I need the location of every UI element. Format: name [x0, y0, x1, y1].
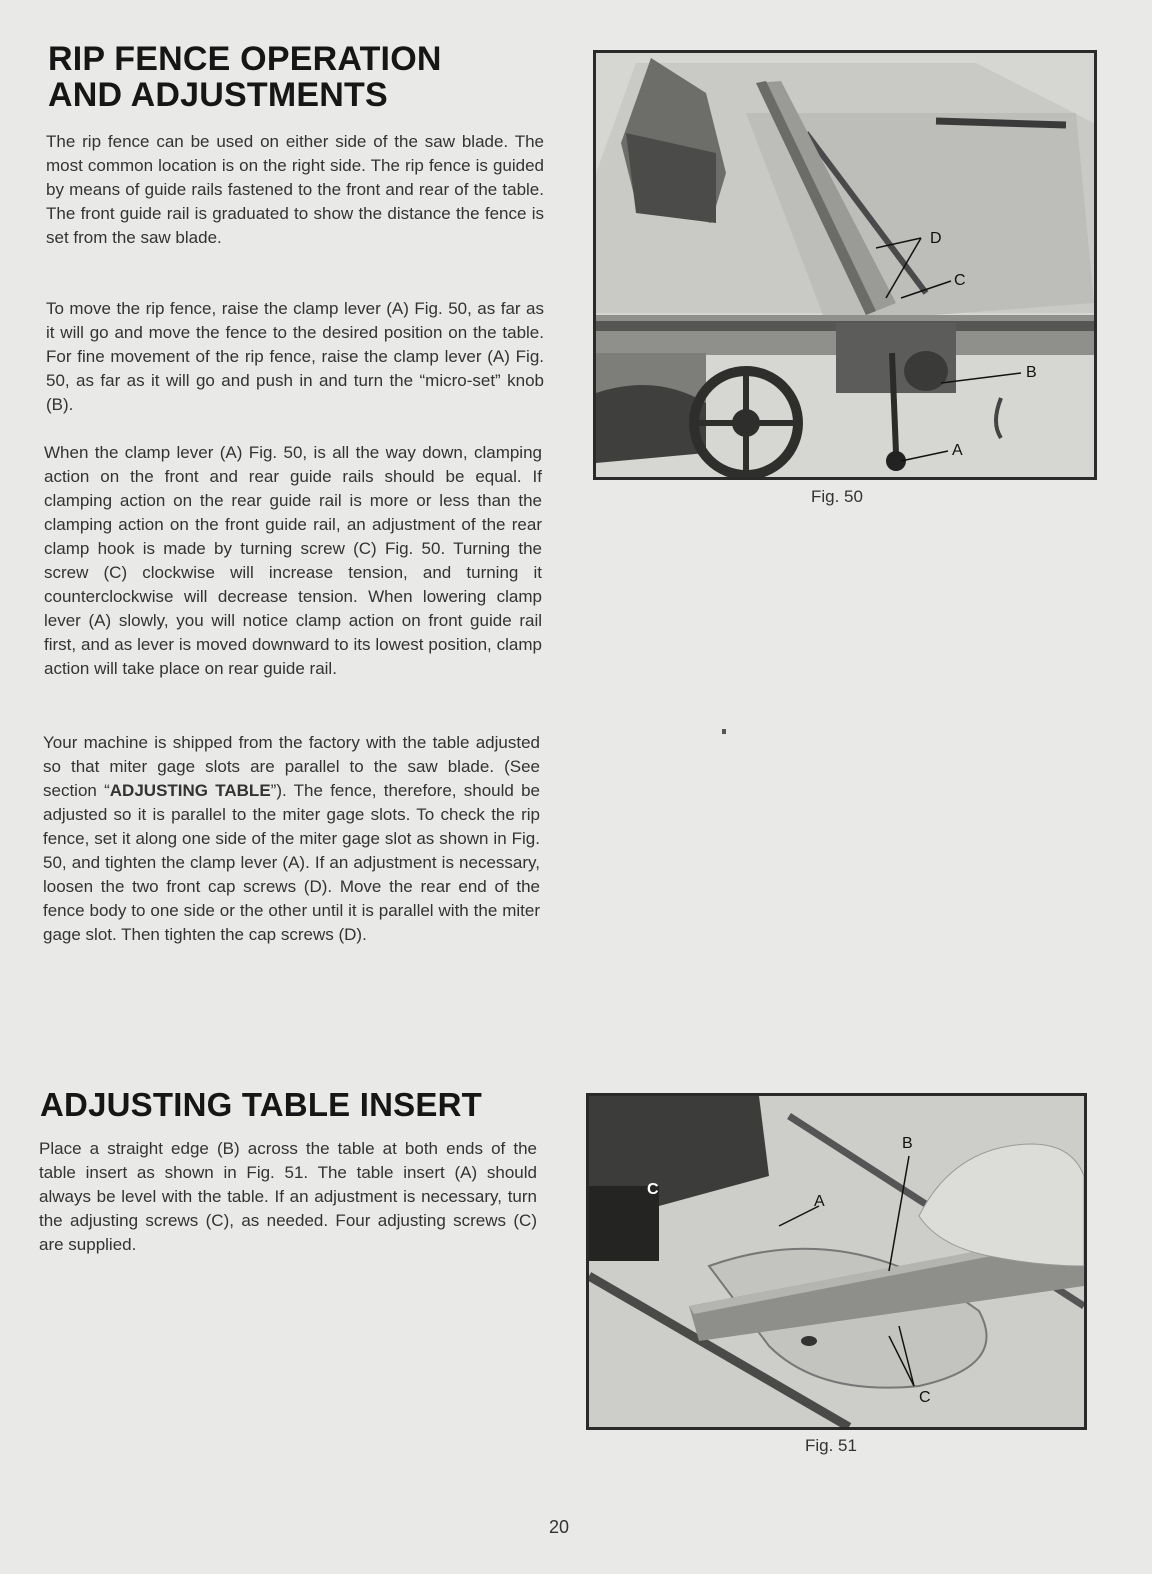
adjusting-table-reference: ADJUSTING TABLE: [109, 781, 271, 800]
fig50-callout-a: A: [952, 442, 963, 459]
paragraph-4-text-end: ”). The fence, therefore, should be adjusted so it is parallel to the miter gage slots. To check the rip fence, set it along one side of the miter gage slot as shown in Fig. 50, and tighten the clamp lever (A). If an adjustment is necessary, loosen the two front cap screws (D). Move the rear end of the fence body to one side or the other until it is parallel with the miter gage slot. Then tighten the cap screws (D).: [43, 781, 541, 944]
fig51-callout-c-left: C: [647, 1181, 659, 1198]
rip-fence-paragraph-4: [43, 731, 540, 947]
figure-50-caption: Fig. 50: [811, 487, 863, 506]
table-insert-paragraph: Place a straight edge (B) across the table at both ends of the table insert as shown in Fig. 51. The table insert (A) should always be level with the table. If an adjustment is necessary, turn the adjusting screws (C), as needed. Four adjusting screws (C) are supplied.: [39, 1139, 537, 1254]
fig50-callout-c: C: [954, 272, 966, 289]
rip-fence-paragraph-2: To move the rip fence, raise the clamp lever (A) Fig. 50, as far as it will go and move the fence to the desired position on the table. For fine movement of the rip fence, raise the clamp lever (A) Fig. 50, as far as it will go and push in and turn the “micro-set” knob (B).: [46, 299, 544, 414]
fig51-callout-b: B: [902, 1135, 913, 1152]
figure-51-photo: [586, 1093, 1087, 1430]
fig51-callout-a: A: [814, 1193, 825, 1210]
fig51-callout-c-bottom: C: [919, 1389, 931, 1406]
rip-fence-paragraph-3: When the clamp lever (A) Fig. 50, is all the way down, clamping action on the front and rear guide rails should be equal. If clamping action on the rear guide rail is more or less than the clamping action on the front guide rail, an adjustment of the rear clamp hook is made by turning screw (C) Fig. 50. Turning the screw (C) clockwise will increase tension, and turning it counterclockwise will decrease tension. When lowering clamp lever (A) slowly, you will notice clamp action on front guide rail first, and as lever is moved downward to its lowest position, clamp action will take place on rear guide rail.: [44, 443, 542, 678]
page-number: 20: [549, 1517, 570, 1537]
paragraph-4-text-start: Your machine is shipped from the factory with the table adjusted so that miter gage slots are parallel to the saw blade. (See section “: [43, 733, 540, 800]
title-line-1: RIP FENCE OPERATION: [48, 40, 442, 78]
print-speck: [722, 729, 726, 734]
rip-fence-illustration: [596, 53, 1094, 477]
table-insert-illustration: [589, 1096, 1084, 1427]
fig50-callout-b: B: [1026, 364, 1037, 381]
figure-51-caption: Fig. 51: [805, 1436, 857, 1455]
section-title-rip-fence: [48, 41, 568, 113]
title-line-2: AND ADJUSTMENTS: [48, 76, 388, 114]
rip-fence-paragraph-1: The rip fence can be used on either side of the saw blade. The most common location is on the right side. The rip fence is guided by means of guide rails fastened to the front and rear of the table. The front guide rail is graduated to show the distance the fence is set from the saw blade.: [46, 132, 544, 247]
figure-50-photo: [593, 50, 1097, 480]
section-title-adjusting-table-insert: ADJUSTING TABLE INSERT: [40, 1086, 482, 1123]
fig50-callout-d: D: [930, 230, 942, 247]
